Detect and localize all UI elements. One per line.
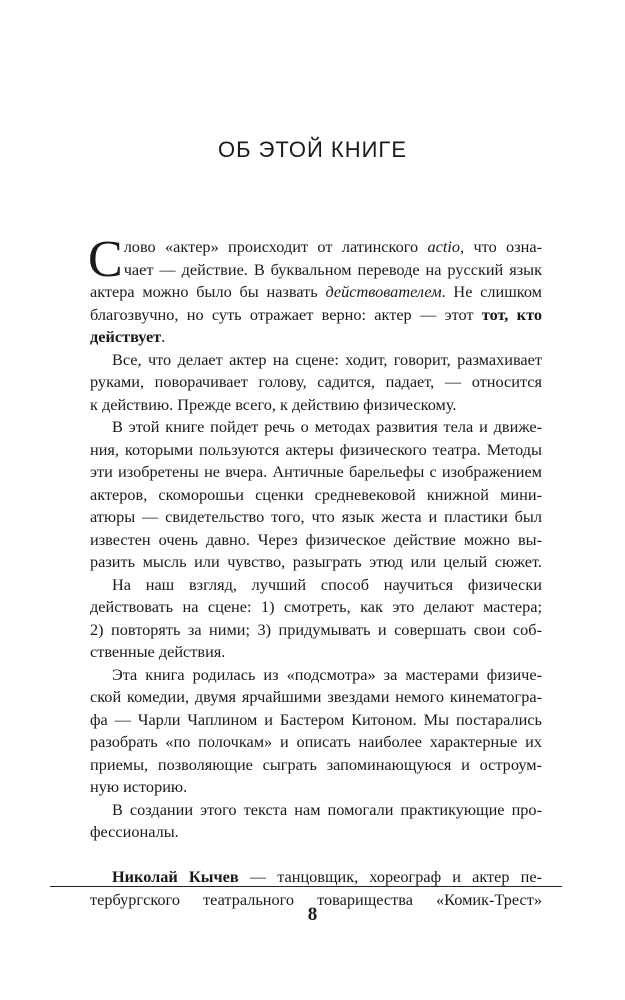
- text-line: известен очень давно. Через физическое действие можно вы-: [90, 529, 542, 549]
- italic-text: actio: [427, 237, 461, 256]
- text-line: [90, 304, 542, 327]
- text-line: В создании этого текста нам помогали практикующие про-: [112, 799, 542, 819]
- paragraph-1: [88, 231, 542, 349]
- text-run: . Не слишком: [441, 282, 542, 301]
- text-line: [90, 326, 542, 349]
- text-line: актеров, скоморошьи сценки средневековой книжной мини-: [90, 484, 542, 504]
- text-line: руками, поворачивает голову, садится, падает, — относится: [90, 372, 542, 391]
- text-run: благозвучно, но суть отражает верно: актер — этот: [90, 304, 482, 324]
- text-line: к действию. Прежде всего, к действию физическому.: [90, 394, 457, 414]
- paragraph-3: [90, 416, 542, 574]
- bold-text: Николай Кычев: [112, 867, 239, 886]
- page-title: ОБ ЭТОЙ КНИГЕ: [217, 137, 408, 162]
- text-line: фессионалы.: [90, 822, 179, 841]
- text-line: эти изобретены не вчера. Античные барельефы с изображением: [90, 462, 542, 481]
- paragraph-6: [90, 799, 542, 844]
- body-text: [88, 231, 542, 911]
- paragraph-5: [90, 664, 542, 799]
- page-number: 8: [307, 904, 318, 925]
- bold-text: действует: [90, 327, 162, 346]
- paragraph-4: [90, 574, 542, 664]
- text-line: действовать на сцене: 1) смотреть, как это делают мастера;: [90, 597, 542, 616]
- text-run: — танцовщик, хореограф и актер пе-: [238, 867, 542, 886]
- paragraph-2: [90, 349, 542, 417]
- text-run: лово «актер» происходит от латинского: [123, 237, 428, 256]
- text-line: ской комедии, двумя ярчайшими звездами немого кинематогра-: [90, 687, 542, 706]
- text-line: ную историю.: [90, 777, 188, 796]
- bold-text: тот, кто: [481, 304, 542, 324]
- text-line: [90, 236, 542, 259]
- text-run: .: [161, 327, 166, 346]
- text-line: На наш взгляд, лучший способ научиться физически: [112, 574, 542, 594]
- text-line: приемы, позволяющие сыграть запоминающуюся и остроум-: [90, 754, 542, 774]
- drop-cap: С: [88, 231, 123, 288]
- footer-rule: [50, 886, 562, 887]
- text-line: чает — действие. В буквальном переводе на русский язык: [123, 259, 542, 279]
- text-line: ния, которыми пользуются актеры физического театра. Методы: [90, 439, 542, 459]
- text-line: разобрать «по полочкам» и описать наиболее характерные их: [90, 732, 542, 751]
- text-line: Все, что делает актер на сцене: ходит, говорит, размахивает: [112, 349, 542, 369]
- text-line: фа — Чарли Чаплином и Бастером Китоном. Мы постарались: [90, 709, 542, 729]
- text-line: Эта книга родилась из «подсмотра» за мастерами физиче-: [112, 664, 542, 684]
- text-line: [90, 281, 542, 304]
- text-line: ственные действия.: [90, 642, 226, 661]
- text-line: В этой книге пойдет речь о методах развития тела и движе-: [112, 417, 542, 436]
- paragraph-gap: [90, 844, 542, 867]
- text-run: актера можно было бы назвать: [90, 282, 326, 301]
- text-run: , что озна-: [460, 237, 542, 256]
- italic-text: действователем: [325, 282, 442, 301]
- text-line: 2) повторять за ними; 3) придумывать и совершать свои соб-: [90, 619, 542, 639]
- text-line: разить мысль или чувство, разыграть этюд или целый сюжет.: [90, 552, 542, 571]
- text-line: тербургского театрального товарищества «Комик-Трест»: [90, 889, 542, 909]
- text-line: атюры — свидетельство того, что язык жеста и пластики был: [90, 507, 542, 526]
